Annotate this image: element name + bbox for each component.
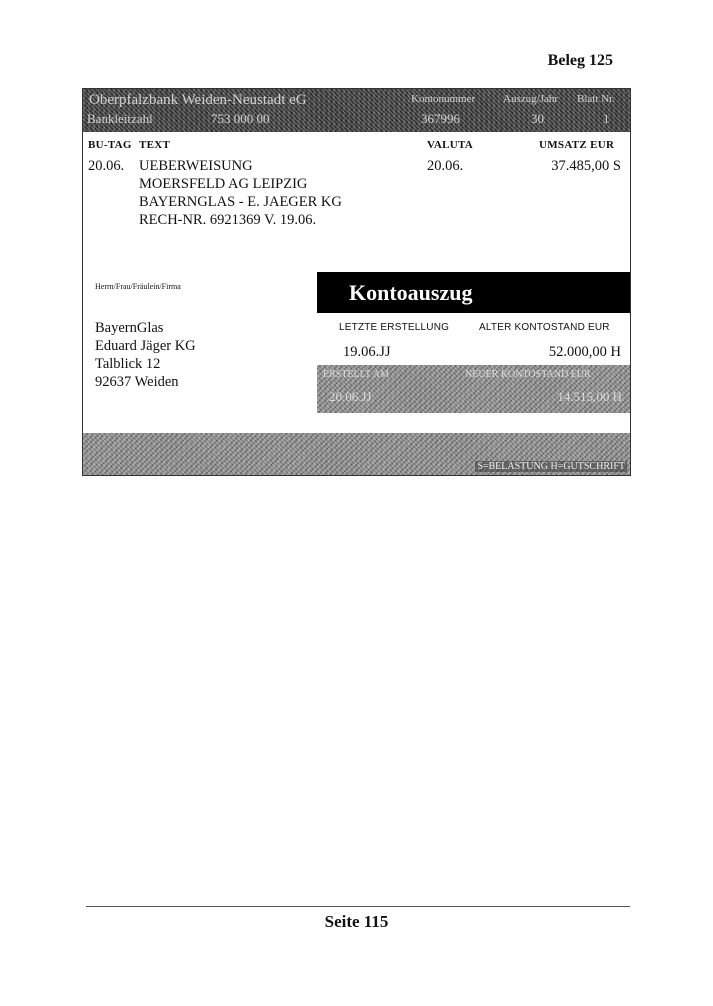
tx-line: MOERSFELD AG LEIPZIG: [139, 176, 308, 192]
page-number: Seite 115: [324, 912, 389, 931]
blatt-value: 1: [603, 111, 610, 126]
konto-label: Kontonummer: [411, 93, 476, 105]
col-bu-tag: BU-TAG: [88, 139, 132, 151]
col-text: TEXT: [139, 139, 171, 151]
neuer-kontostand-band: [317, 365, 630, 413]
auszug-value: 30: [531, 111, 544, 126]
konto-value: 367996: [421, 111, 460, 126]
tx-valuta: 20.06.: [427, 158, 464, 174]
col-valuta: VALUTA: [427, 139, 474, 151]
bank-statement: [82, 88, 631, 476]
tx-bu-tag: 20.06.: [88, 158, 125, 174]
col-umsatz: UMSATZ EUR: [539, 139, 615, 151]
erstellt-label: ERSTELLT AM: [323, 369, 389, 380]
tx-line: RECH-NR. 6921369 V. 19.06.: [139, 212, 317, 228]
footer-rule: [86, 906, 630, 907]
address-block: [95, 319, 196, 391]
bank-header-band: [83, 89, 630, 132]
tx-line: UEBERWEISUNG: [139, 158, 253, 174]
bankleitzahl-label: Bankleitzahl: [87, 111, 153, 126]
address-line: 92637 Weiden: [95, 374, 179, 390]
address-line: BayernGlas: [95, 320, 164, 336]
beleg-number: Beleg 125: [547, 52, 613, 69]
address-line: Eduard Jäger KG: [95, 338, 196, 354]
tx-umsatz: 37.485,00 S: [551, 158, 621, 174]
bankleitzahl-value: 753 000 00: [211, 111, 270, 126]
neuer-kontostand-label: NEUER KONTOSTAND EUR: [465, 369, 591, 380]
auszug-label: Auszug/Jahr: [503, 93, 558, 105]
letzte-erstellung-label: LETZTE ERSTELLUNG: [339, 322, 450, 333]
alter-kontostand-value: 52.000,00 H: [548, 344, 621, 360]
alter-kontostand-label: ALTER KONTOSTAND EUR: [479, 322, 610, 333]
tx-line: BAYERNGLAS - E. JAEGER KG: [139, 194, 342, 210]
address-label: Herrn/Frau/Fräulein/Firma: [95, 282, 181, 291]
neuer-kontostand-value: 14.515,00 H: [557, 389, 622, 404]
bank-name: Oberpfalzbank Weiden-Neustadt eG: [89, 92, 307, 108]
tx-text: [139, 157, 342, 229]
blatt-label: Blatt Nr.: [577, 93, 615, 105]
erstellt-value: 20.06.JJ: [329, 389, 372, 404]
belastung-gutschrift-note: S=BELASTUNG H=GUTSCHRIFT: [477, 461, 625, 472]
kontoauszug-title: Kontoauszug: [317, 272, 630, 313]
footer-band: [83, 433, 630, 475]
letzte-erstellung-value: 19.06.JJ: [343, 344, 391, 360]
address-line: Talblick 12: [95, 356, 161, 372]
